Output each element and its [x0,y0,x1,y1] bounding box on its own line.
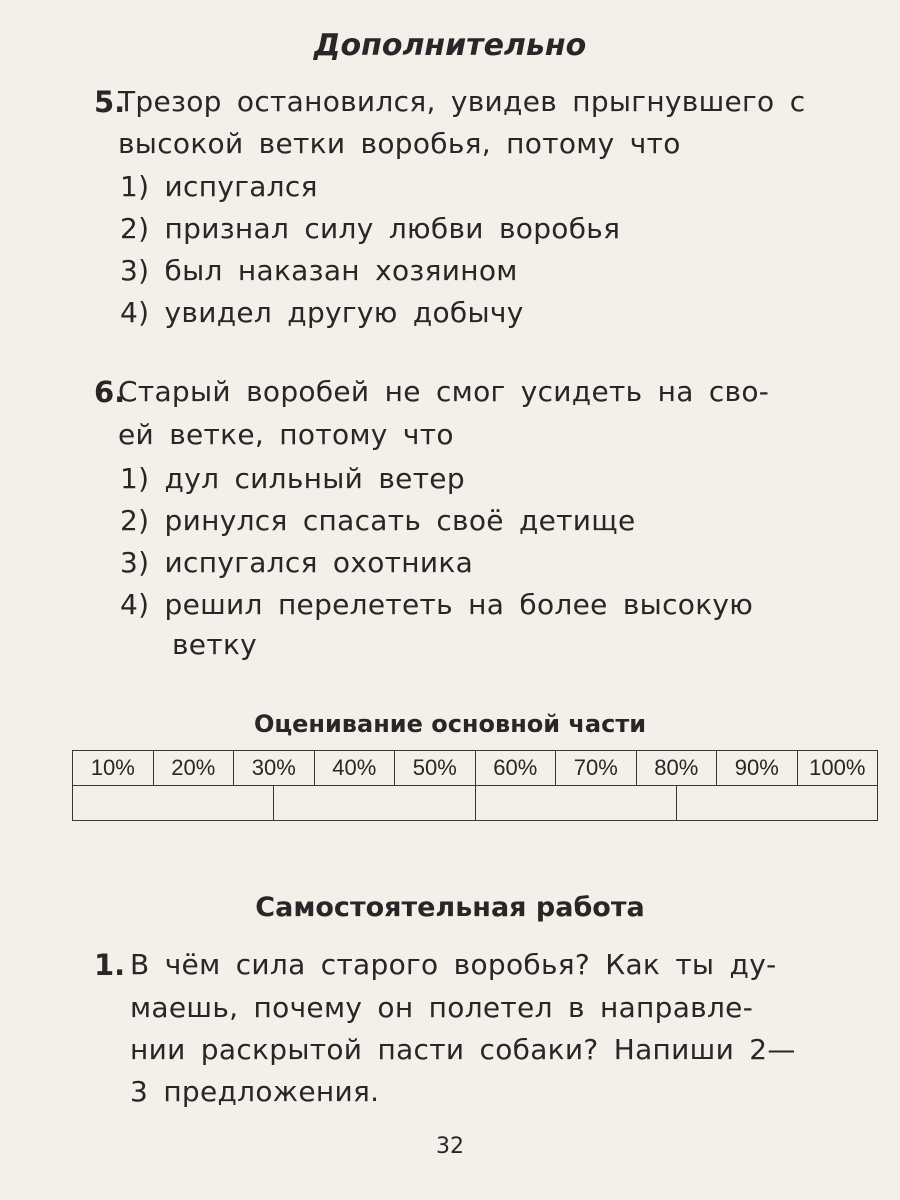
answer-option: 3) испугался охотника [120,546,474,579]
question-number: 5. [94,85,126,119]
percent-cell: 40% [314,751,395,786]
grade-cell [475,786,676,821]
percent-cell: 60% [475,751,556,786]
grade-row [73,786,878,821]
question-text: В чём сила старого воробья? Как ты ду- [130,948,777,981]
answer-option: 2) признал силу любви воробья [120,212,621,245]
grade-cell [676,786,877,821]
percent-cell: 100% [797,751,878,786]
question-text: Старый воробей не смог усидеть на сво- [118,375,770,408]
question-text: Трезор остановился, увидев прыгнувшего с [118,85,806,118]
question-text: нии раскрытой пасти собаки? Напиши 2— [130,1033,796,1066]
answer-option: 4) решил перелететь на более высокую [120,588,754,621]
question-number: 1. [94,948,126,982]
percent-cell: 70% [556,751,637,786]
percent-cell: 10% [73,751,154,786]
question-text: ей ветке, потому что [118,418,454,451]
grading-heading: Оценивание основной части [253,710,647,738]
grade-cell [73,786,274,821]
percent-cell: 90% [717,751,798,786]
grading-table [72,750,878,821]
answer-option: 2) ринулся спасать своё детище [120,504,636,537]
section-title: Дополнительно [313,28,587,63]
question-number: 6. [94,375,126,409]
percent-cell: 30% [234,751,315,786]
answer-option: 3) был наказан хозяином [120,254,518,287]
percent-cell: 20% [153,751,234,786]
answer-option: 1) испугался [120,170,318,203]
page-number: 32 [436,1134,464,1159]
percent-cell: 50% [395,751,476,786]
independent-heading: Самостоятельная работа [255,892,645,923]
answer-option: 4) увидел другую добычу [120,296,524,329]
answer-option: 1) дул сильный ветер [120,462,465,495]
percent-row [73,751,878,786]
answer-option-continued: ветку [172,628,258,661]
grade-cell [274,786,475,821]
question-text: маешь, почему он полетел в направле- [130,991,754,1024]
question-text: высокой ветки воробья, потому что [118,127,681,160]
percent-cell: 80% [636,751,717,786]
question-text: 3 предложения. [130,1075,380,1108]
